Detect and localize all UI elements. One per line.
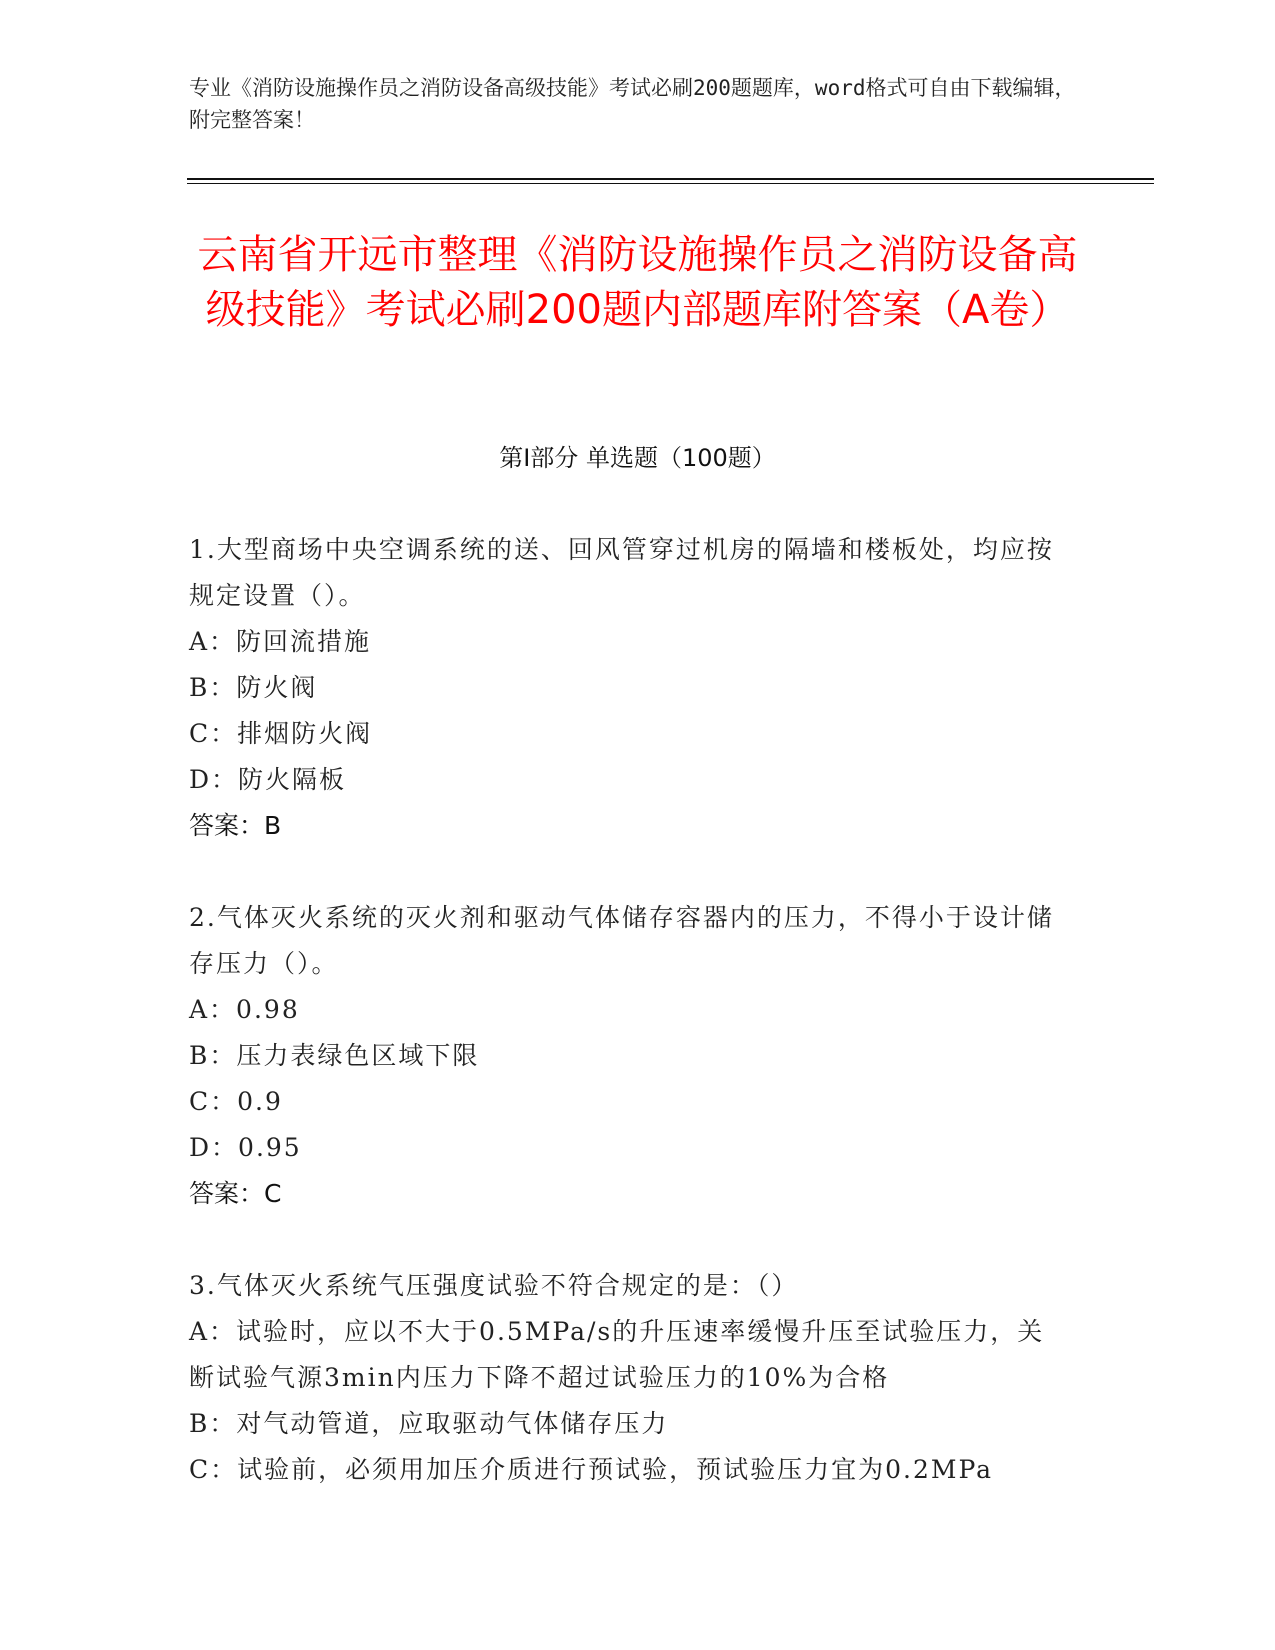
question-option: A：0.98: [189, 995, 300, 1024]
question-option: B：压力表绿色区域下限: [189, 1041, 480, 1070]
question-option: C：试验前，必须用加压介质进行预试验，预试验压力宜为0.2MPa: [189, 1455, 994, 1484]
question-item: [189, 895, 1069, 1217]
question-item: [189, 1263, 1069, 1493]
question-stem: 3.气体灭火系统气压强度试验不符合规定的是：（）: [189, 1271, 799, 1300]
question-option: B：防火阀: [189, 673, 318, 702]
question-stem: 2.气体灭火系统的灭火剂和驱动气体储存容器内的压力，不得小于设计储存压力（）。: [189, 903, 1054, 978]
question-answer: 答案：C: [189, 1179, 282, 1208]
question-stem: 1.大型商场中央空调系统的送、回风管穿过机房的隔墙和楼板处，均应按规定设置（）。: [189, 535, 1054, 610]
header-note: 专业《消防设施操作员之消防设备高级技能》考试必刷200题题库，word格式可自由下载编辑，附完整答案！: [189, 76, 1076, 132]
question-item: [189, 527, 1069, 849]
document-title: 云南省开远市整理《消防设施操作员之消防设备高级技能》考试必刷200题内部题库附答案（A卷）: [197, 232, 1078, 333]
header-divider: [187, 178, 1154, 180]
question-option: A：防回流措施: [189, 627, 372, 656]
question-option: D：防火隔板: [189, 765, 347, 794]
question-list: [189, 527, 1069, 1539]
question-option: C：排烟防火阀: [189, 719, 373, 748]
question-option: B：对气动管道，应取驱动气体储存压力: [189, 1409, 669, 1438]
header-divider-thin: [187, 183, 1154, 184]
question-option: D：0.95: [189, 1133, 302, 1162]
question-option: A：试验时，应以不大于0.5MPa/s的升压速率缓慢升压至试验压力，关断试验气源3min内压力下降不超过试验压力的10%为合格: [189, 1317, 1045, 1392]
question-option: C：0.9: [189, 1087, 283, 1116]
question-answer: 答案：B: [189, 811, 282, 840]
section-heading: 第I部分 单选题（100题）: [499, 444, 776, 472]
